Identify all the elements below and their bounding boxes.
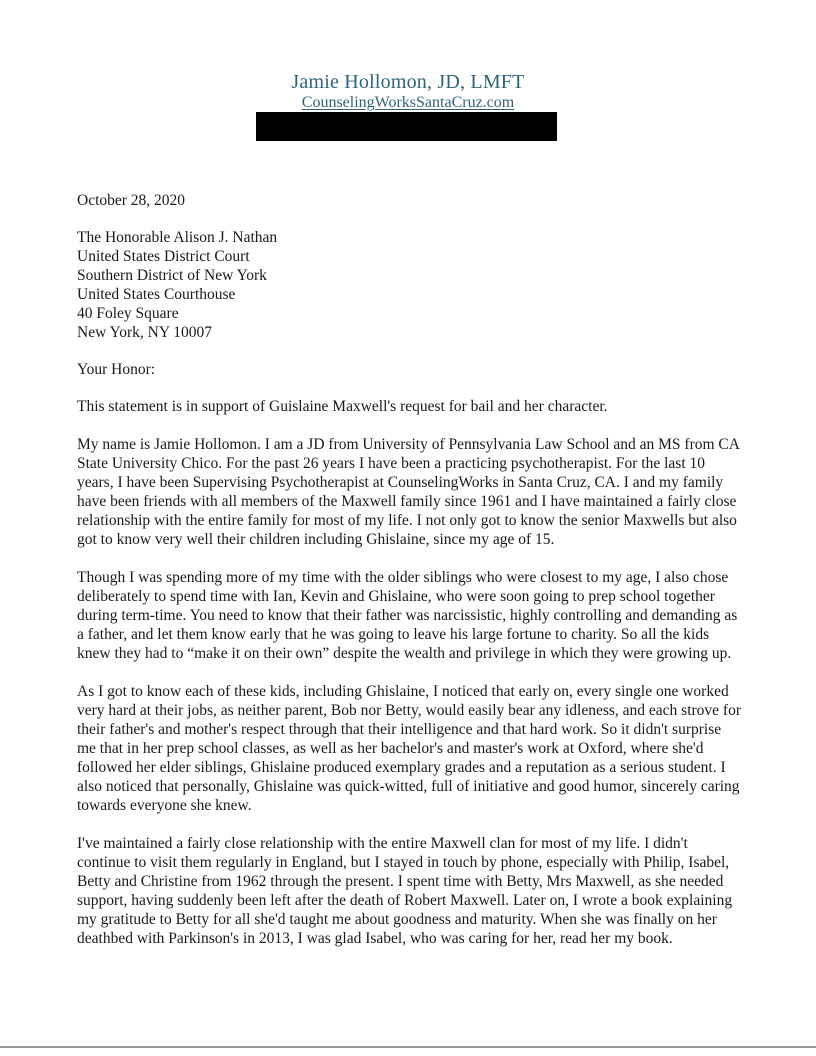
recipient-line: United States Courthouse bbox=[77, 286, 236, 303]
recipient-address bbox=[77, 228, 743, 342]
letterhead-website-link[interactable]: CounselingWorksSantaCruz.com bbox=[301, 94, 515, 111]
body-paragraph: My name is Jamie Hollomon. I am a JD from University of Pennsylvania Law School and an MS from CA State University Chico. For the past 26 years I have been a practicing psychotherapist. For the last 10 years, I have been Supervising Psychotherapist at CounselingWorks in Santa Cruz, CA. I and my family have been friends with all members of the Maxwell family since 1961 and I have maintained a fairly close relationship with the entire family for most of my life. I not only got to know the senior Maxwells but also got to know very well their children including Ghislaine, since my age of 15. bbox=[77, 436, 740, 548]
statement-of-support: This statement is in support of Guislaine Maxwell's request for bail and her character. bbox=[77, 398, 608, 415]
letterhead bbox=[0, 70, 816, 112]
body-paragraph: Though I was spending more of my time with the older siblings who were closest to my age, I also chose deliberately to spend time with Ian, Kevin and Ghislaine, who were soon going to prep school together during term-time. You need to know that their father was narcissistic, highly controlling and demanding as a father, and let them know early that he was going to leave his large fortune to charity. So all the kids knew they had to “make it on their own” despite the wealth and privilege in which they were growing up. bbox=[77, 569, 738, 662]
recipient-line: Southern District of New York bbox=[77, 267, 267, 284]
body-paragraph: I've maintained a fairly close relationship with the entire Maxwell clan for most of my life. I didn't continue to visit them regularly in England, but I stayed in touch by phone, especially with Philip, Isabel, Betty and Christine from 1962 through the present. I spent time with Betty, Mrs Maxwell, as she needed support, having suddenly been left after the death of Robert Maxwell. Later on, I wrote a book explaining my gratitude to Betty for all she'd taught me about goodness and maturity. When she was finally on her deathbed with Parkinson's in 2013, I was glad Isabel, who was caring for her, read her my book. bbox=[77, 835, 733, 947]
letter-body bbox=[77, 191, 743, 967]
recipient-line: The Honorable Alison J. Nathan bbox=[77, 229, 278, 246]
page-bottom-edge bbox=[0, 1046, 816, 1048]
redaction-bar bbox=[256, 112, 557, 141]
letterhead-name: Jamie Hollomon, JD, LMFT bbox=[291, 71, 525, 93]
body-paragraph: As I got to know each of these kids, including Ghislaine, I noticed that early on, every single one worked very hard at their jobs, as neither parent, Bob nor Betty, would easily bear any idleness, and each strove for their father's and mother's respect through that their intelligence and that hard work. So it didn't surprise me that in her prep school classes, as well as her bachelor's and master's work at Oxford, where she'd followed her elder siblings, Ghislaine produced exemplary grades and a reputation as a serious student. I also noticed that personally, Ghislaine was quick-witted, full of initiative and good humor, sincerely caring towards everyone she knew. bbox=[77, 683, 741, 814]
recipient-line: 40 Foley Square bbox=[77, 305, 179, 322]
recipient-line: New York, NY 10007 bbox=[77, 324, 213, 341]
letter-date: October 28, 2020 bbox=[77, 192, 186, 209]
recipient-line: United States District Court bbox=[77, 248, 250, 265]
salutation: Your Honor: bbox=[77, 361, 156, 378]
